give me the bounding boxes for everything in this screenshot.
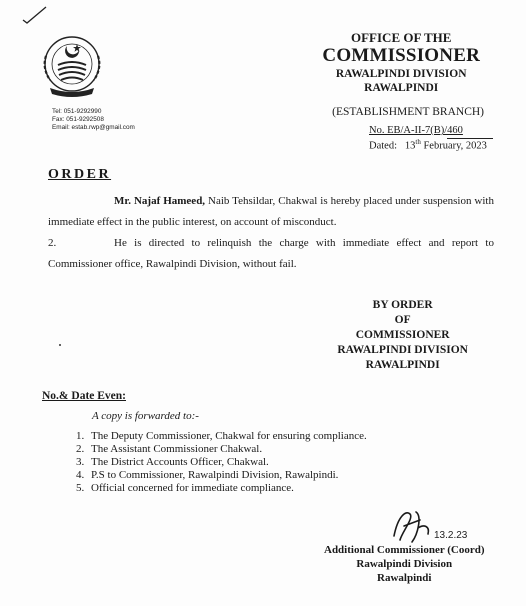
signatory-title: Additional Commissioner (Coord) bbox=[324, 544, 485, 556]
fax-number: Fax: 051-9292508 bbox=[52, 116, 104, 123]
by-order-line-3: COMMISSIONER bbox=[355, 329, 450, 341]
office-line-1: OFFICE OF THE bbox=[351, 30, 452, 45]
office-heading bbox=[322, 30, 480, 95]
by-order-line-4: RAWALPINDI DIVISION bbox=[337, 344, 468, 356]
officer-name: Mr. Najaf Hameed, bbox=[114, 195, 206, 207]
dated-day: 13 bbox=[404, 140, 416, 152]
by-order-line-1: BY ORDER bbox=[372, 299, 433, 311]
government-of-punjab-emblem-icon bbox=[38, 34, 106, 100]
order-paragraph-2 bbox=[48, 233, 494, 275]
list-item: 2. The Assistant Commissioner Chakwal. bbox=[76, 443, 263, 455]
email-address: Email: estab.rwp@gmail.com bbox=[52, 124, 135, 131]
handwritten-signature bbox=[388, 506, 436, 546]
by-order-block bbox=[337, 298, 468, 373]
signatory-city: Rawalpindi bbox=[377, 572, 432, 584]
list-item: 3. The District Accounts Officer, Chakwal. bbox=[76, 456, 269, 468]
signatory-block bbox=[324, 543, 485, 585]
office-line-3: RAWALPINDI DIVISION bbox=[335, 68, 467, 80]
dated-label: Dated: bbox=[369, 140, 397, 152]
stray-mark bbox=[59, 344, 61, 346]
office-line-4: RAWALPINDI bbox=[364, 82, 439, 94]
branch-name: (ESTABLISHMENT BRANCH) bbox=[332, 106, 484, 118]
dated-line bbox=[369, 138, 487, 152]
order-title: ORDER bbox=[48, 167, 112, 182]
handwritten-date: 13.2.23 bbox=[434, 530, 468, 541]
office-line-2: COMMISSIONER bbox=[322, 45, 480, 66]
distribution-list bbox=[76, 430, 367, 495]
telephone-number: Tel: 051-9292990 bbox=[52, 108, 102, 115]
order-paragraph-1 bbox=[48, 191, 494, 233]
dated-suffix: th bbox=[415, 138, 421, 146]
by-order-line-2: OF bbox=[394, 314, 411, 326]
reference-number: No. EB/A-II-7(B)/460 bbox=[369, 125, 463, 136]
dated-rest: February, 2023 bbox=[423, 140, 487, 152]
handwritten-tick-mark bbox=[22, 6, 48, 24]
signatory-division: Rawalpindi Division bbox=[356, 558, 453, 570]
paragraph-2-text: He is directed to relinquish the charge with immediate effect and report to Commissioner office, Rawalpindi Division, without fail. bbox=[48, 237, 494, 270]
copy-heading: No.& Date Even: bbox=[42, 390, 126, 402]
contact-details bbox=[52, 108, 135, 132]
by-order-line-5: RAWALPINDI bbox=[365, 359, 440, 371]
copy-intro: A copy is forwarded to:- bbox=[92, 410, 199, 422]
list-item: 1. The Deputy Commissioner, Chakwal for ensuring compliance. bbox=[76, 430, 367, 442]
paragraph-2-number: 2. bbox=[48, 237, 57, 249]
paragraph-1-text: Naib Tehsildar, Chakwal is hereby placed under suspension with immediate effect in the public interest, on account of misconduct. bbox=[48, 195, 494, 228]
list-item: 4. P.S to Commissioner, Rawalpindi Division, Rawalpindi. bbox=[76, 469, 339, 481]
list-item: 5. Official concerned for immediate compliance. bbox=[76, 482, 294, 494]
